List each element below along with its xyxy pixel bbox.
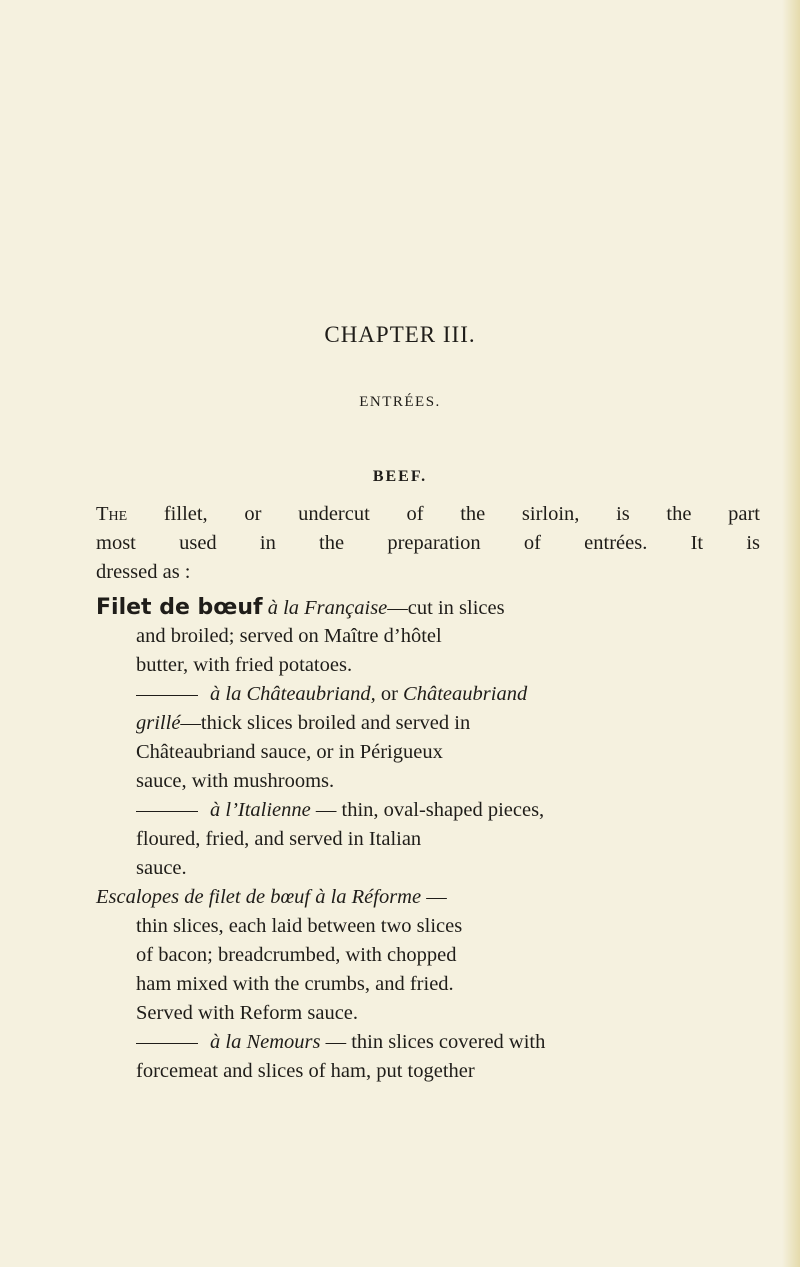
entry-reforme-line-2: thin slices, each laid between two slices bbox=[136, 915, 463, 937]
intro-line-1 bbox=[96, 503, 760, 526]
chapter-title: CHAPTER III. bbox=[324, 322, 476, 347]
entry-reforme-line-5: Served with Reform sauce. bbox=[136, 1002, 359, 1024]
intro-line-3: dressed as : bbox=[96, 561, 191, 583]
entry-italienne-name: à l’Italienne bbox=[210, 799, 311, 821]
ditto-dash bbox=[136, 811, 198, 812]
entry-italienne-line-1 bbox=[136, 799, 544, 822]
section-title: ENTRÉES. bbox=[359, 394, 441, 410]
entry-nemours-line-2: forcemeat and slices of ham, put together bbox=[136, 1060, 475, 1082]
entry-reforme-line-4: ham mixed with the crumbs, and fried. bbox=[136, 973, 454, 995]
entry-chateaubriand-line-2 bbox=[136, 712, 470, 735]
entry-francaise-head: Filet de bœuf bbox=[96, 595, 263, 620]
entry-chateaubriand-line-3: Châteaubriand sauce, or in Périgueux bbox=[136, 741, 443, 763]
intro-lead-word: The bbox=[96, 503, 128, 525]
entry-reforme-line-1 bbox=[96, 886, 447, 909]
entry-italienne-line-2: floured, fried, and served in Italian bbox=[136, 828, 422, 850]
page-edge-shading bbox=[782, 0, 800, 1267]
entry-italienne-line-3: sauce. bbox=[136, 857, 187, 879]
entry-chateaubriand-grille: grillé bbox=[136, 712, 181, 734]
entry-francaise-line-3: butter, with fried potatoes. bbox=[136, 654, 353, 676]
ditto-dash bbox=[136, 1043, 198, 1044]
entry-francaise-name: à la Française bbox=[262, 597, 388, 619]
entry-francaise-desc: —cut in slices bbox=[387, 597, 505, 619]
entry-chateaubriand-name-2: Châteaubriand bbox=[403, 683, 528, 705]
intro-line-1-text: fillet, or undercut of the sirloin, is the part bbox=[127, 503, 760, 525]
entry-reforme-line-3: of bacon; breadcrumbed, with chopped bbox=[136, 944, 457, 966]
entry-chateaubriand-line-2-text: —thick slices broiled and served in bbox=[180, 712, 471, 734]
entry-italienne-desc: — thin, oval-shaped pieces, bbox=[310, 799, 545, 821]
entry-francaise-line-1 bbox=[96, 595, 505, 620]
entry-reforme-desc: — bbox=[421, 886, 447, 908]
subsection-title: BEEF. bbox=[372, 468, 428, 485]
entry-chateaubriand-or: or bbox=[375, 683, 404, 705]
entry-chateaubriand-line-4: sauce, with mushrooms. bbox=[136, 770, 335, 792]
entry-nemours-name: à la Nemours bbox=[210, 1031, 321, 1053]
ditto-dash bbox=[136, 695, 198, 696]
entry-chateaubriand-name: à la Châteaubriand, bbox=[210, 683, 376, 705]
entry-nemours-line-1 bbox=[136, 1031, 545, 1054]
entry-nemours-desc: — thin slices covered with bbox=[320, 1031, 546, 1053]
entry-reforme-name: Escalopes de filet de bœuf à la Réforme bbox=[96, 886, 422, 908]
entry-francaise-line-2: and broiled; served on Maître d’hôtel bbox=[136, 625, 442, 647]
intro-line-2: most used in the preparation of entrées. It is bbox=[96, 532, 760, 554]
entry-chateaubriand-line-1 bbox=[136, 683, 527, 706]
